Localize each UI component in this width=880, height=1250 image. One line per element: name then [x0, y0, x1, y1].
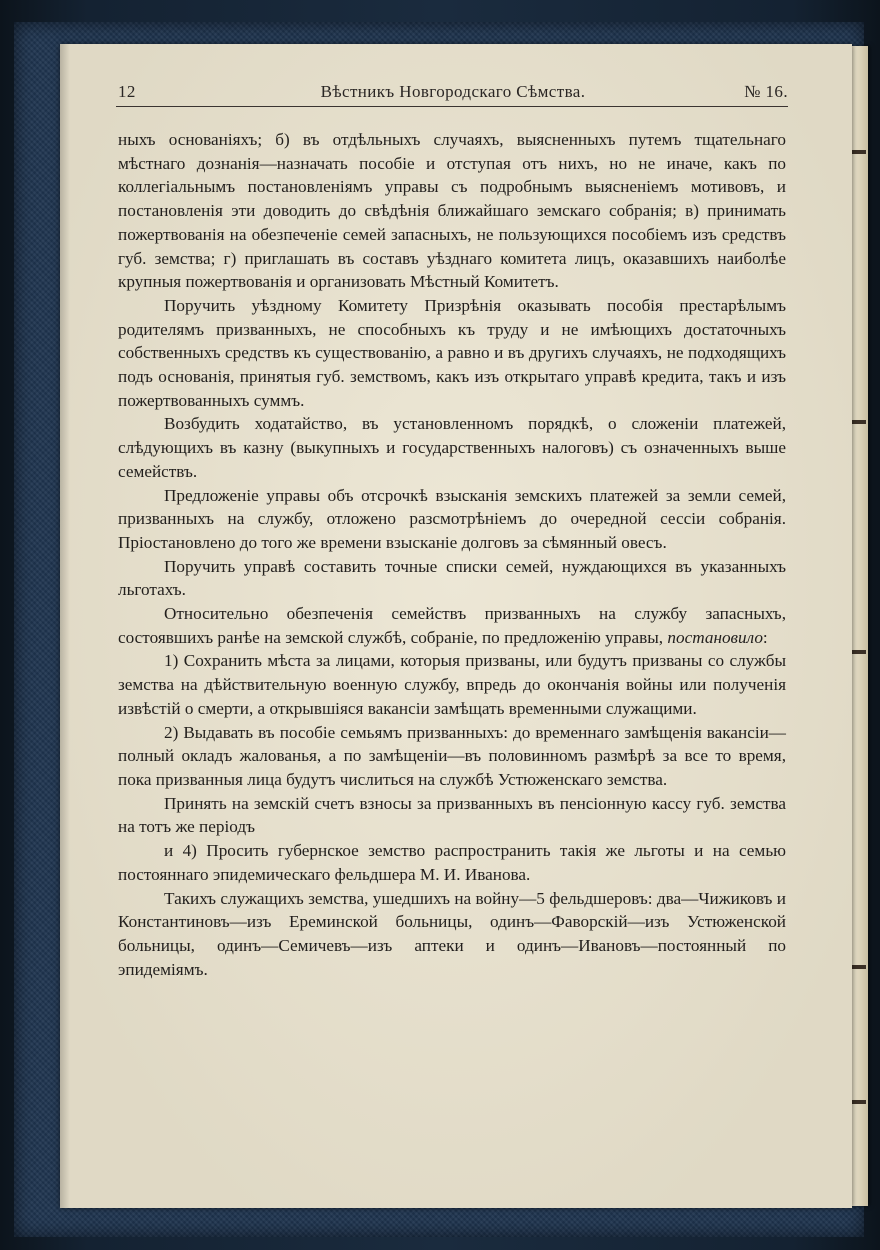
journal-title: Вѣстникъ Новгородскаго Сѣмства.	[320, 82, 586, 101]
paragraph-punctuation: :	[762, 627, 768, 647]
paragraph: 2) Выдавать въ пособіе семьямъ призванныхъ: до временнаго замѣщенія вакансіи—полный окладъ жалованья, а по замѣщеніи—въ половинномъ размѣрѣ за все то время, пока призванныя лица будутъ числиться на службѣ Устюженскаго земства.	[118, 722, 786, 789]
paragraph: Такихъ служащихъ земства, ушедшихъ на войну—5 фельдшеровъ: два—Чижиковъ и Константиновъ—изъ Ереминской больницы, одинъ—Фаворскій—изъ Устюженской больницы, одинъ—Семичевъ—изъ аптеки и одинъ—Ивановъ—постоянный по эпидеміямъ.	[118, 888, 786, 979]
issue-number: № 16.	[744, 82, 788, 101]
running-header	[118, 82, 788, 108]
paragraph: и 4) Просить губернское земство распространить такія же льготы и на семью постояннаго эпидемическаго фельдшера М. И. Иванова.	[118, 841, 786, 884]
paragraph	[118, 602, 786, 649]
page-tab-marker	[850, 150, 866, 154]
paragraph: Возбудить ходатайство, въ установленномъ порядкѣ, о сложеніи платежей, слѣдующихъ въ казну (выкупныхъ и государственныхъ налоговъ) съ означенныхъ выше семействъ.	[118, 414, 786, 481]
header-rule	[116, 106, 788, 107]
page-tab-marker	[850, 1100, 866, 1104]
page-number: 12	[118, 82, 136, 101]
resolution-keyword: постановило	[667, 627, 763, 647]
paragraph: Предложеніе управы объ отсрочкѣ взысканія земскихъ платежей за земли семей, призванныхъ на службу, отложено разсмотрѣніемъ до очередной сессіи собранія. Пріостановлено до того же времени взысканіе долговъ за сѣмянный овесъ.	[118, 485, 786, 552]
paragraph: ныхъ основаніяхъ; б) въ отдѣльныхъ случаяхъ, выясненныхъ путемъ тщательнаго мѣстнаго дознанія—назначать пособіе и отступая отъ нихъ, но не иначе, какъ по коллегіальнымъ постановленіямъ управы съ подробнымъ выясненіемъ мотивовъ, и постановленія эти доводить до свѣдѣнія ближайшаго земскаго собранія; в) принимать пожертвованія на обезпеченіе семей запасныхъ, не пользующихся пособіемъ изъ средствъ губ. земства; г) приглашать въ составъ уѣзднаго комитета лицъ, оказавшихъ наиболѣе крупныя пожертвованія и организовать Мѣстный Комитетъ.	[118, 130, 786, 292]
page-tab-marker	[850, 420, 866, 424]
page-tab-marker	[850, 965, 866, 969]
body-text	[118, 128, 786, 981]
paragraph: Принять на земскій счетъ взносы за призванныхъ въ пенсіонную кассу губ. земства на тотъ же періодъ	[118, 793, 786, 837]
paragraph: 1) Сохранить мѣста за лицами, которыя призваны, или будутъ призваны со службы земства на дѣйствительную военную службу, впредь до окончанія войны или полученія извѣстій о смерти, а открывшіяся вакансіи замѣщать временными служащими.	[118, 651, 786, 718]
page-tab-marker	[850, 650, 866, 654]
paragraph: Поручить уѣздному Комитету Призрѣнія оказывать пособія престарѣлымъ родителямъ призванныхъ, не способныхъ къ труду и не имѣющихъ достаточныхъ собственныхъ средствъ къ существованію, а равно и въ другихъ случаяхъ, не подходящихъ подъ основанія, принятыя губ. земствомъ, какъ изъ открытаго управѣ кредита, такъ и изъ пожертвованныхъ суммъ.	[118, 295, 786, 410]
paragraph: Поручить управѣ составить точные списки семей, нуждающихся въ указанныхъ льготахъ.	[118, 556, 786, 600]
paragraph-text: Относительно обезпеченія семействъ призванныхъ на службу запасныхъ, состоявшихъ ранѣе на земской службѣ, собраніе, по предложенію управы,	[118, 604, 786, 647]
page-gutter-shadow	[60, 44, 70, 1208]
